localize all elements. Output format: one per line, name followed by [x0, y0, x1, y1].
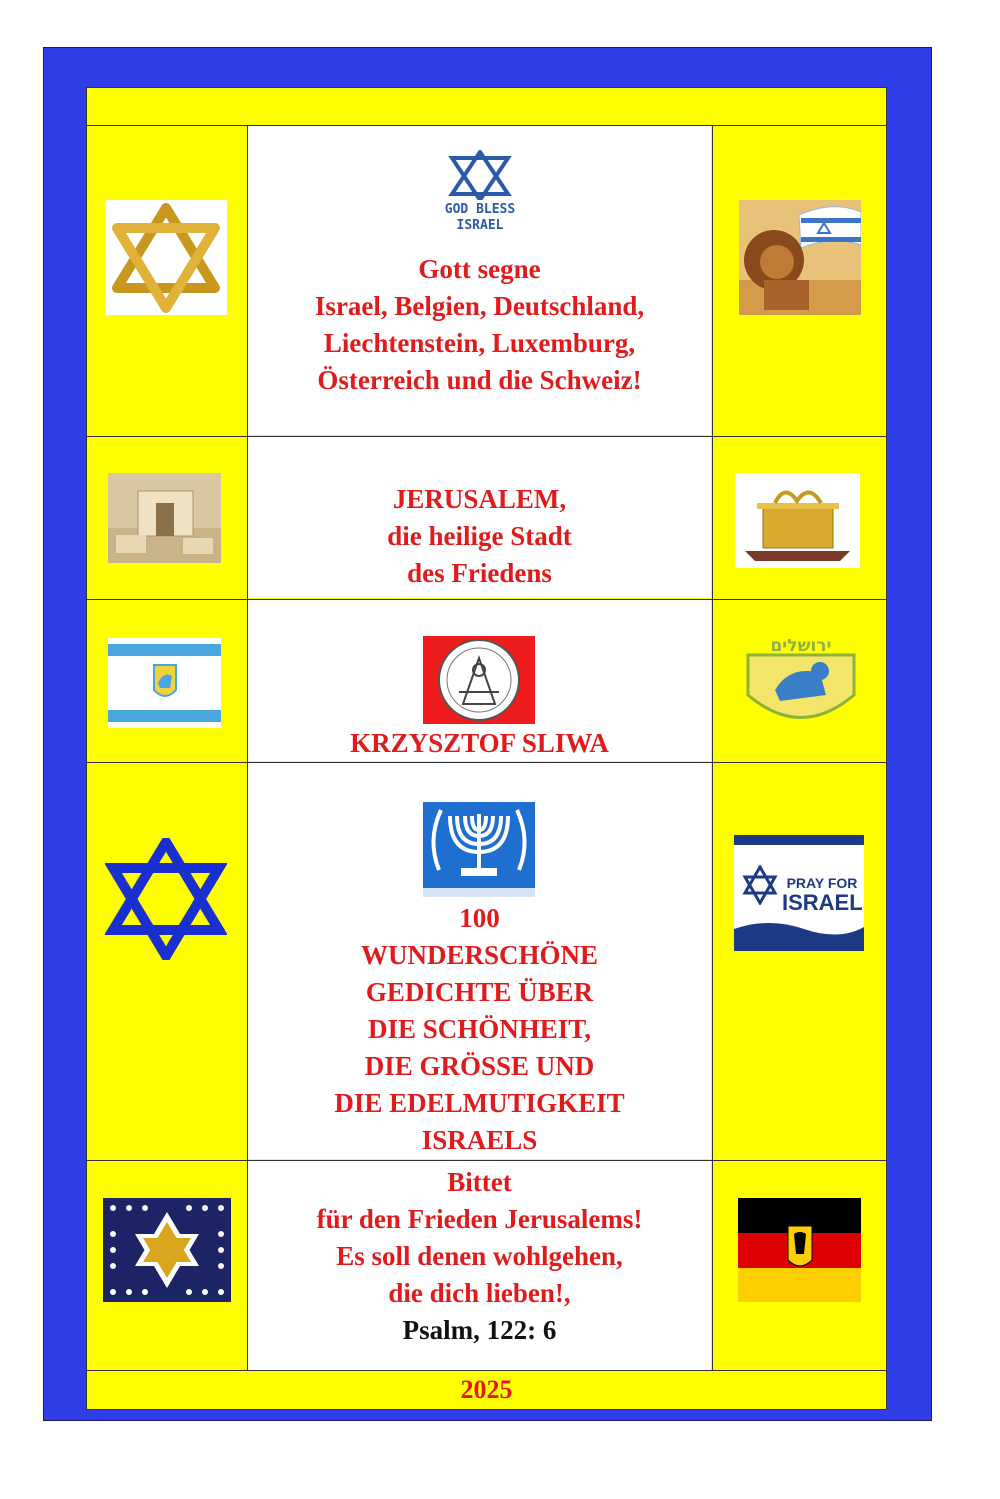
badge-text-line: ISRAEL — [782, 890, 863, 915]
author-name: KRZYSZTOF SLIWA — [350, 728, 609, 758]
text-line: des Friedens — [407, 558, 552, 588]
blessing-text — [248, 251, 711, 399]
text-line: Es soll denen wohlgehen, — [336, 1241, 623, 1271]
text-line: Bittet — [447, 1167, 512, 1197]
blue-star-of-david-icon — [105, 838, 227, 960]
grid-divider — [86, 599, 887, 600]
grid-divider — [86, 125, 887, 126]
grid-divider — [86, 1370, 887, 1371]
pray-for-israel-badge — [734, 835, 864, 951]
jerusalem-title — [248, 481, 711, 592]
grid-divider-right — [712, 125, 713, 1371]
text-line: WUNDERSCHÖNE — [360, 940, 599, 970]
text-line: DIE EDELMUTIGKEIT — [334, 1088, 625, 1118]
lion-with-flag-icon — [739, 200, 861, 315]
menorah-emblem-icon — [417, 800, 541, 897]
logo-text-line: GOD BLESS — [444, 202, 516, 217]
text-line: DIE GRÖSSE UND — [364, 1051, 595, 1081]
text-line: Gott segne — [418, 254, 541, 284]
badge-text — [782, 873, 862, 913]
text-line: für den Frieden Jerusalems! — [316, 1204, 643, 1234]
text-line: die heilige Stadt — [387, 521, 572, 551]
author-seal-icon — [423, 636, 535, 724]
book-title — [248, 900, 711, 1159]
ark-of-covenant-icon — [735, 473, 860, 568]
badge-wave-icon — [734, 919, 864, 951]
text-line: Israel, Belgien, Deutschland, — [314, 291, 645, 321]
grid-divider — [86, 762, 887, 763]
decorative-star-tile-icon — [103, 1198, 231, 1302]
star-of-david-logo-icon — [440, 150, 520, 200]
grid-divider — [86, 436, 887, 437]
text-line: JERUSALEM, — [392, 484, 567, 514]
psalm-quote — [248, 1164, 711, 1349]
text-line: die dich lieben!, — [388, 1278, 571, 1308]
grid-divider — [86, 1160, 887, 1161]
text-line: Österreich und die Schweiz! — [317, 365, 642, 395]
publication-year: 2025 — [460, 1375, 513, 1404]
temple-model-icon — [108, 473, 221, 563]
text-line: 100 — [459, 903, 500, 933]
badge-top-stripe — [734, 835, 864, 845]
badge-star-icon — [742, 865, 778, 905]
text-line: DIE SCHÖNHEIT, — [367, 1014, 592, 1044]
text-line: GEDICHTE ÜBER — [365, 977, 594, 1007]
german-flag-icon — [738, 1198, 861, 1302]
text-line: ISRAELS — [421, 1125, 538, 1155]
logo-text-line: ISRAEL — [456, 218, 504, 233]
text-line: Liechtenstein, Luxemburg, — [323, 328, 636, 358]
gold-star-of-david-icon — [105, 200, 227, 315]
badge-text-line: PRAY FOR — [786, 875, 858, 891]
jerusalem-emblem-hebrew: ירושלים — [770, 636, 832, 656]
god-bless-israel-logo-text — [420, 202, 540, 234]
psalm-reference: Psalm, 122: 6 — [402, 1315, 557, 1345]
jerusalem-flag-icon — [108, 638, 221, 728]
